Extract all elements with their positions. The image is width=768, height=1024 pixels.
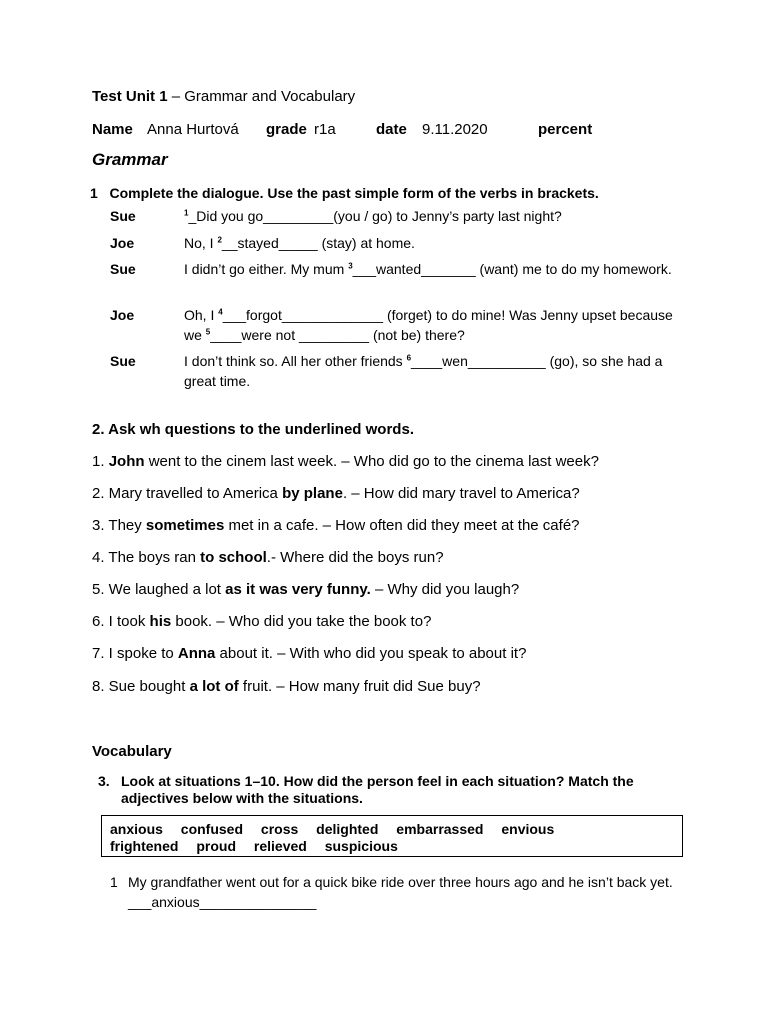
underlined-word: John (108, 453, 145, 470)
line-prefix: I didn’t go either. My mum (184, 261, 349, 277)
underlined-word: a lot of (189, 678, 239, 695)
line-prefix: I don’t think so. All her other friends (184, 353, 407, 369)
adjective-word: anxious (110, 821, 163, 837)
dialogue-line (184, 351, 684, 391)
question-text: 3. They (92, 517, 146, 534)
word-row (110, 821, 674, 838)
grade-value: r1a (314, 121, 336, 138)
name-value: Anna Hurtová (147, 121, 239, 138)
exercise-3-number: 3. (98, 773, 110, 789)
line-number: 4 (218, 307, 223, 317)
question-answer: . – How did mary travel to America? (342, 485, 580, 502)
underlined-word: Anna (177, 645, 216, 662)
line-prefix: Oh, I (184, 307, 219, 323)
adjective-word: frightened (110, 838, 179, 854)
question-text: 4. The boys ran (92, 549, 201, 566)
date-value: 9.11.2020 (422, 121, 488, 138)
line-text: _Did you go_________(you / go) to Jenny’s party last night? (188, 208, 562, 224)
speaker: Sue (110, 261, 136, 277)
adjective-word: proud (196, 838, 236, 854)
test-title-bold: Test Unit 1 (92, 88, 168, 105)
line-text: __stayed_____ (stay) at home. (221, 235, 415, 251)
adjective-word-box (101, 815, 683, 857)
exercise-3-instruction (98, 773, 698, 807)
adjective-word: delighted (316, 821, 379, 837)
dialogue-line (184, 206, 684, 226)
grammar-heading: Grammar (92, 150, 168, 169)
line-prefix: No, I (184, 235, 218, 251)
line-text: ____were not _________ (not be) there? (210, 327, 465, 343)
question-answer: went to the cinem last week. – Who did go to the cinema last week? (144, 453, 599, 470)
word-row (110, 838, 674, 855)
question-answer: about it. – With who did you speak to about it? (215, 645, 527, 662)
question-text: 6. I took (92, 613, 150, 630)
line-number: 3 (348, 261, 353, 271)
exercise-1-instruction (90, 185, 599, 201)
exercise-1-number: 1 (90, 185, 98, 201)
dialogue-line (184, 233, 684, 253)
question-answer: book. – Who did you take the book to? (171, 613, 432, 630)
name-label: Name (92, 121, 133, 138)
question-item (92, 517, 580, 534)
question-answer: .- Where did the boys run? (266, 549, 444, 566)
question-item (92, 678, 481, 695)
underlined-word: by plane (282, 485, 343, 502)
speaker: Joe (110, 235, 135, 251)
underlined-word: sometimes (145, 517, 225, 534)
line-number: 5 (205, 327, 211, 337)
underlined-word: as it was very funny. (225, 581, 371, 598)
question-item (92, 549, 444, 566)
date-label: date (376, 121, 407, 138)
dialogue-line (184, 305, 684, 345)
test-title-rest: – Grammar and Vocabulary (167, 88, 356, 105)
situation-item (110, 872, 690, 912)
question-answer: met in a cafe. – How often did they meet at the café? (224, 517, 580, 534)
situation-text: My grandfather went out for a quick bike ride over three hours ago and he isn’t back yet. ___anxious_______________ (128, 874, 673, 910)
question-answer: fruit. – How many fruit did Sue buy? (238, 678, 481, 695)
line-number: 1 (184, 208, 189, 218)
underlined-word: to school (200, 549, 267, 566)
speaker: Sue (110, 208, 136, 224)
adjective-word: confused (180, 821, 244, 837)
adjective-word: embarrassed (396, 821, 484, 837)
test-title (92, 88, 355, 105)
question-item (92, 581, 519, 598)
question-item (92, 485, 580, 502)
grade-label: grade (266, 121, 307, 138)
vocabulary-heading: Vocabulary (92, 743, 172, 760)
line-text: ___wanted_______ (want) me to do my homework. (352, 261, 672, 277)
adjective-word: suspicious (324, 838, 398, 854)
adjective-word: relieved (253, 838, 307, 854)
question-answer: – Why did you laugh? (370, 581, 520, 598)
adjective-word: envious (501, 821, 555, 837)
line-text: ___forgot_____________ (forget) to do mine! Was Jenny upset because we (184, 307, 673, 343)
exercise-3-text: Look at situations 1–10. How did the person feel in each situation? Match the adjectives below with the situations. (121, 773, 634, 806)
line-number: 6 (406, 353, 412, 363)
dialogue-line (184, 259, 684, 279)
line-number: 2 (217, 235, 222, 245)
question-item (92, 453, 599, 470)
question-text: 5. We laughed a lot (92, 581, 226, 598)
percent-label: percent (538, 121, 593, 138)
exercise-2-instruction: 2. Ask wh questions to the underlined words. (92, 421, 414, 438)
exercise-1-text: Complete the dialogue. Use the past simple form of the verbs in brackets. (109, 185, 599, 201)
adjective-word: cross (260, 821, 299, 837)
situation-number: 1 (110, 874, 118, 890)
question-text: 1. (92, 453, 109, 470)
question-item (92, 613, 431, 630)
speaker: Sue (110, 353, 136, 369)
question-text: 2. Mary travelled to America (92, 485, 283, 502)
question-text: 8. Sue bought (92, 678, 190, 695)
line-text: ____wen__________ (go), so she had a great time. (184, 353, 663, 389)
question-text: 7. I spoke to (92, 645, 178, 662)
question-item (92, 645, 526, 662)
underlined-word: his (149, 613, 172, 630)
speaker: Joe (110, 307, 135, 323)
